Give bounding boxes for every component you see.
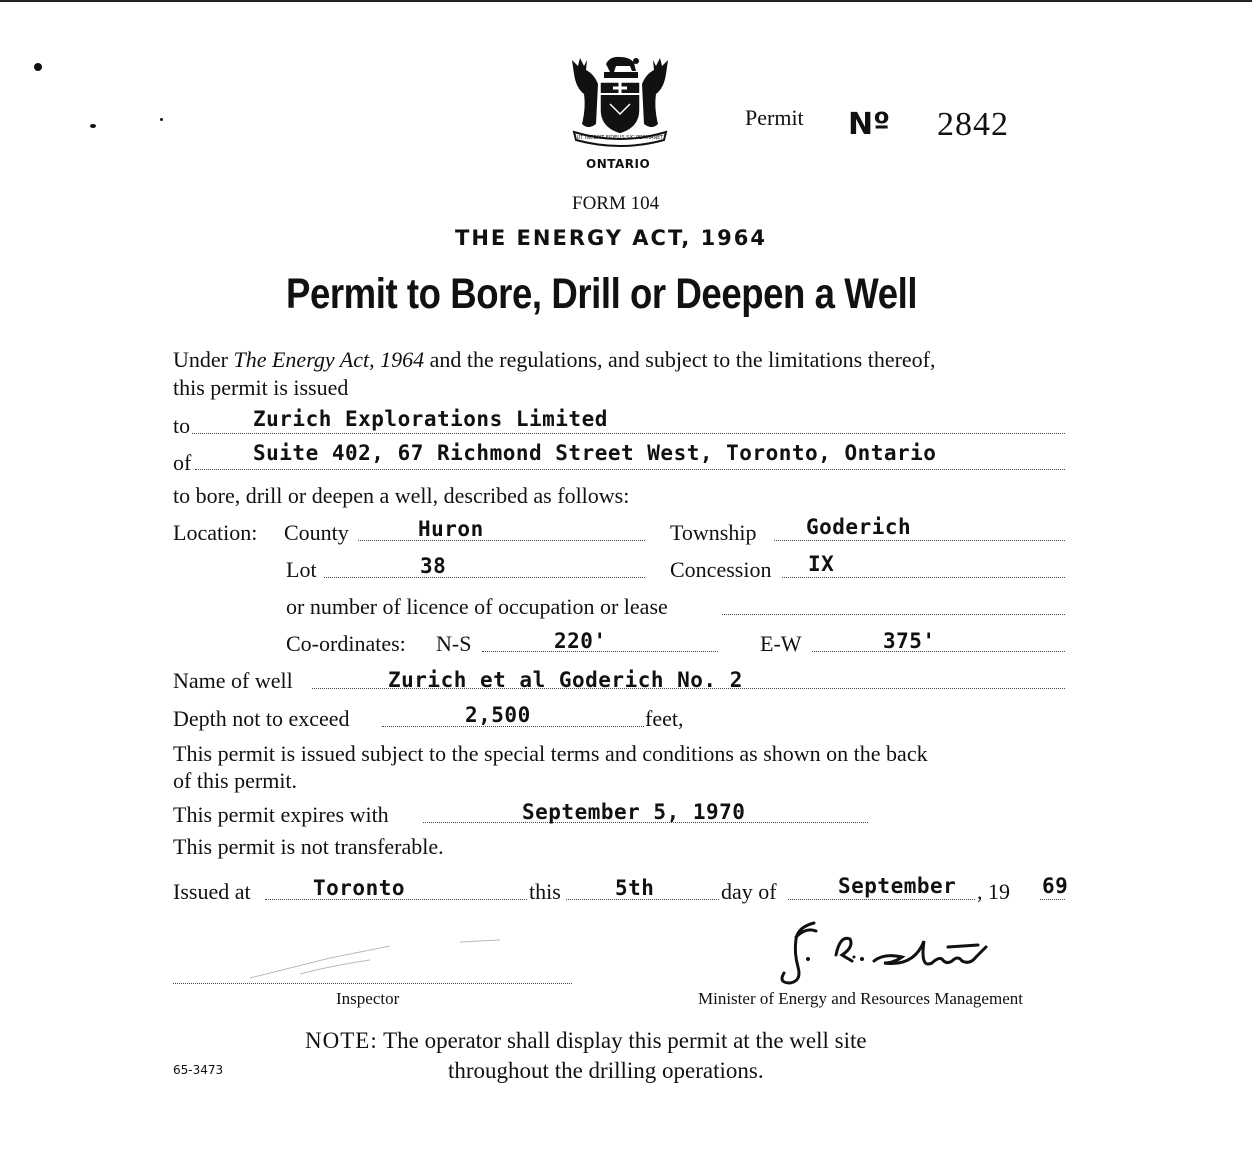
scan-speck: [34, 63, 42, 71]
terms-line-2: of this permit.: [173, 768, 298, 793]
expires-label: This permit expires with: [173, 802, 389, 827]
month-line: [788, 899, 975, 900]
scan-speck: [90, 124, 96, 128]
day-value: 5th: [615, 876, 655, 900]
ns-value: 220': [554, 629, 607, 653]
concession-label: Concession: [670, 557, 772, 582]
inspector-label: Inspector: [336, 989, 400, 1008]
holder-address: Suite 402, 67 Richmond Street West, Toronto, Ontario: [253, 441, 937, 465]
concession-line: [782, 577, 1065, 578]
location-label: Location:: [173, 520, 258, 545]
intro-line-1: [173, 347, 936, 373]
holder-name: Zurich Explorations Limited: [253, 407, 608, 431]
permit-label: Permit: [745, 105, 804, 130]
intro-act-year: 1964: [380, 347, 425, 372]
act-title: THE ENERGY ACT, 1964: [455, 226, 768, 250]
depth-value: 2,500: [465, 703, 531, 727]
number-symbol: Nº: [848, 107, 891, 142]
note-label: NOTE:: [305, 1028, 378, 1053]
terms-line-1: This permit is issued subject to the special terms and conditions as shown on the back: [173, 741, 928, 766]
note-line-1: [305, 1028, 867, 1054]
intro-continuation: and the regulations, and subject to the limitations thereof,: [429, 347, 936, 372]
licence-label: or number of licence of occupation or lease: [286, 594, 668, 619]
minister-signature: [770, 915, 1000, 990]
scan-speck: [160, 118, 163, 121]
township-label: Township: [670, 520, 757, 545]
intro-line-2: this permit is issued: [173, 375, 349, 400]
issued-at-label: Issued at: [173, 879, 251, 904]
day-of-label: day of: [721, 879, 777, 904]
footer-form-code: 65-3473: [173, 1063, 224, 1077]
lot-label: Lot: [286, 557, 317, 582]
page-top-border: [0, 0, 1252, 2]
note-text-1: The operator shall display this permit at the well site: [383, 1028, 867, 1053]
depth-unit: feet,: [645, 706, 684, 731]
coordinates-label: Co-ordinates:: [286, 631, 406, 656]
concession-value: IX: [808, 552, 835, 576]
ontario-coat-of-arms: [560, 50, 680, 155]
form-number: FORM 104: [572, 193, 660, 214]
ew-value: 375': [883, 629, 936, 653]
crest-caption: ONTARIO: [586, 157, 651, 171]
ew-line: [812, 651, 1065, 652]
crest-motto: UT INCEPIT FIDELIS SIC PERMANET: [576, 135, 664, 141]
lot-line: [324, 577, 645, 578]
well-name-label: Name of well: [173, 668, 293, 693]
note-line-2: throughout the drilling operations.: [448, 1058, 764, 1083]
ns-label: N-S: [436, 631, 472, 656]
this-label: this: [529, 879, 561, 904]
year-prefix: , 19: [977, 879, 1010, 904]
county-value: Huron: [418, 517, 484, 541]
to-label: to: [173, 413, 191, 438]
township-line: [774, 540, 1065, 541]
inspector-faint-mark: [240, 938, 540, 988]
township-value: Goderich: [806, 515, 912, 539]
year-line: [1040, 899, 1065, 900]
lot-value: 38: [420, 554, 447, 578]
well-name-value: Zurich et al Goderich No. 2: [388, 668, 743, 692]
issued-at-value: Toronto: [313, 876, 406, 900]
described-text: to bore, drill or deepen a well, described as follows:: [173, 483, 630, 508]
not-transferable: This permit is not transferable.: [173, 834, 444, 859]
licence-line: [722, 614, 1065, 615]
of-label: of: [173, 450, 192, 475]
county-line: [358, 540, 645, 541]
minister-label: Minister of Energy and Resources Management: [698, 989, 1023, 1008]
permit-number: 2842: [937, 106, 1009, 143]
year-value: 69: [1042, 874, 1069, 898]
intro-under: Under: [173, 347, 228, 372]
county-label: County: [284, 520, 349, 545]
expires-value: September 5, 1970: [522, 800, 746, 824]
month-value: September: [838, 874, 957, 898]
to-line: [192, 433, 1065, 434]
page-title: Permit to Bore, Drill or Deepen a Well: [286, 270, 918, 318]
ew-label: E-W: [760, 631, 802, 656]
of-line: [195, 469, 1065, 470]
depth-label: Depth not to exceed: [173, 706, 350, 731]
intro-act-name: The Energy Act,: [233, 347, 375, 372]
